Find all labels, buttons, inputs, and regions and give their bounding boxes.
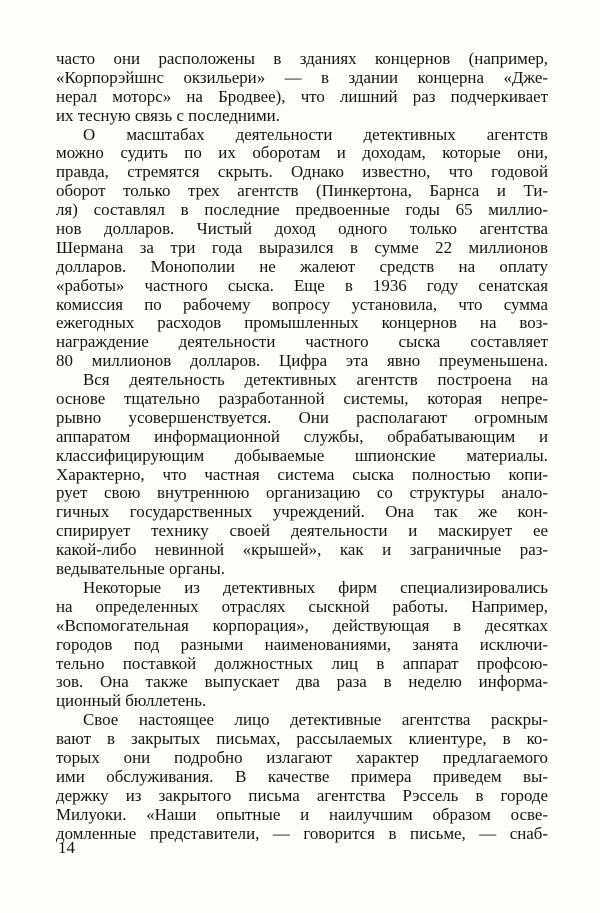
text-line: гичных государственных учреждений. Она так же кон- bbox=[56, 502, 548, 522]
text-line: правда, стремятся скрыть. Однако известно, что годовой bbox=[56, 162, 548, 182]
body-text bbox=[56, 50, 548, 843]
text-line: ими обслуживания. В качестве примера приведем вы- bbox=[56, 766, 548, 786]
text-line: на определенных отраслях сыскной работы. Например, bbox=[56, 596, 548, 616]
text-line: основе тщательно разработанной системы, которая непре- bbox=[56, 389, 548, 409]
text-line: Характерно, что частная система сыска полностью копи- bbox=[56, 464, 548, 484]
text-line: какой-либо невинной «крышей», как и заграничные раз- bbox=[56, 540, 548, 560]
text-line: награждение деятельности частного сыска составляет bbox=[56, 332, 548, 352]
text-line: часто они расположены в зданиях концернов (например, bbox=[56, 49, 548, 68]
text-line: тельно поставкой должностных лиц в аппарат профсою- bbox=[56, 653, 548, 673]
text-line: аппаратом информационной службы, обрабатывающим и bbox=[56, 426, 548, 446]
paragraph-first-line: Свое настоящее лицо детективные агентства раскры- bbox=[83, 710, 548, 730]
text-line: ведывательные органы. bbox=[56, 559, 225, 579]
text-line: торых они подробно излагают характер предлагаемого bbox=[56, 747, 548, 767]
text-line: ля) составлял в последние предвоенные годы 65 миллио- bbox=[56, 200, 548, 220]
text-line: ежегодных расходов промышленных концернов на воз- bbox=[56, 313, 548, 333]
text-line: «Вспомогательная корпорация», действующая в десятках bbox=[56, 615, 548, 635]
text-line: комиссия по рабочему вопросу установила, что сумма bbox=[56, 294, 548, 314]
text-line: 80 миллионов долларов. Цифра эта явно преуменьшена. bbox=[56, 351, 548, 371]
page-number: 14 bbox=[58, 838, 75, 857]
text-line: ционный бюллетень. bbox=[56, 691, 207, 711]
text-line: классифицирующим добываемые шпионские материалы. bbox=[56, 445, 548, 465]
text-line: нов долларов. Чистый доход одного только агентства bbox=[56, 219, 548, 239]
text-line: долларов. Монополии не жалеют средств на оплату bbox=[56, 256, 548, 276]
text-line: спирирует технику своей деятельности и маскирует ее bbox=[56, 521, 548, 541]
text-line: оборот только трех агентств (Пинкертона, Барнса и Ти- bbox=[56, 181, 548, 201]
text-line: городов под разными наименованиями, занята исключи- bbox=[56, 634, 548, 654]
text-line: зов. Она также выпускает два раза в неделю информа- bbox=[56, 672, 548, 692]
text-line: Шермана за три года выразился в сумме 22 миллионов bbox=[56, 237, 548, 257]
text-line: рывно усовершенствуется. Они располагают огромным bbox=[56, 407, 548, 427]
text-line: вают в закрытых письмах, рассылаемых клиентуре, в ко- bbox=[56, 729, 548, 749]
paragraph-first-line: Вся деятельность детективных агентств построена на bbox=[83, 370, 548, 390]
text-line: «Корпорэйшнс окзильери» — в здании концерна «Дже- bbox=[56, 67, 548, 87]
text-line: держку из закрытого письма агентства Рэссель в городе bbox=[56, 785, 548, 805]
text-line: нерал моторс» на Бродвее), что лишний раз подчеркивает bbox=[56, 86, 548, 106]
paragraph-first-line: О масштабах деятельности детективных агентств bbox=[83, 124, 548, 144]
text-line: «работы» частного сыска. Еще в 1936 году сенатская bbox=[56, 275, 548, 295]
text-line: рует свою внутреннюю организацию со структуры анало- bbox=[56, 483, 548, 503]
text-line: их тесную связь с последними. bbox=[56, 105, 280, 125]
text-line: можно судить по их оборотам и доходам, которые они, bbox=[56, 143, 548, 163]
text-line: домленные представители, — говорится в письме, — снаб- bbox=[56, 823, 548, 843]
paragraph-first-line: Некоторые из детективных фирм специализировались bbox=[83, 577, 548, 597]
text-line: Милуоки. «Наши опытные и наилучшим образом осве- bbox=[56, 804, 548, 824]
